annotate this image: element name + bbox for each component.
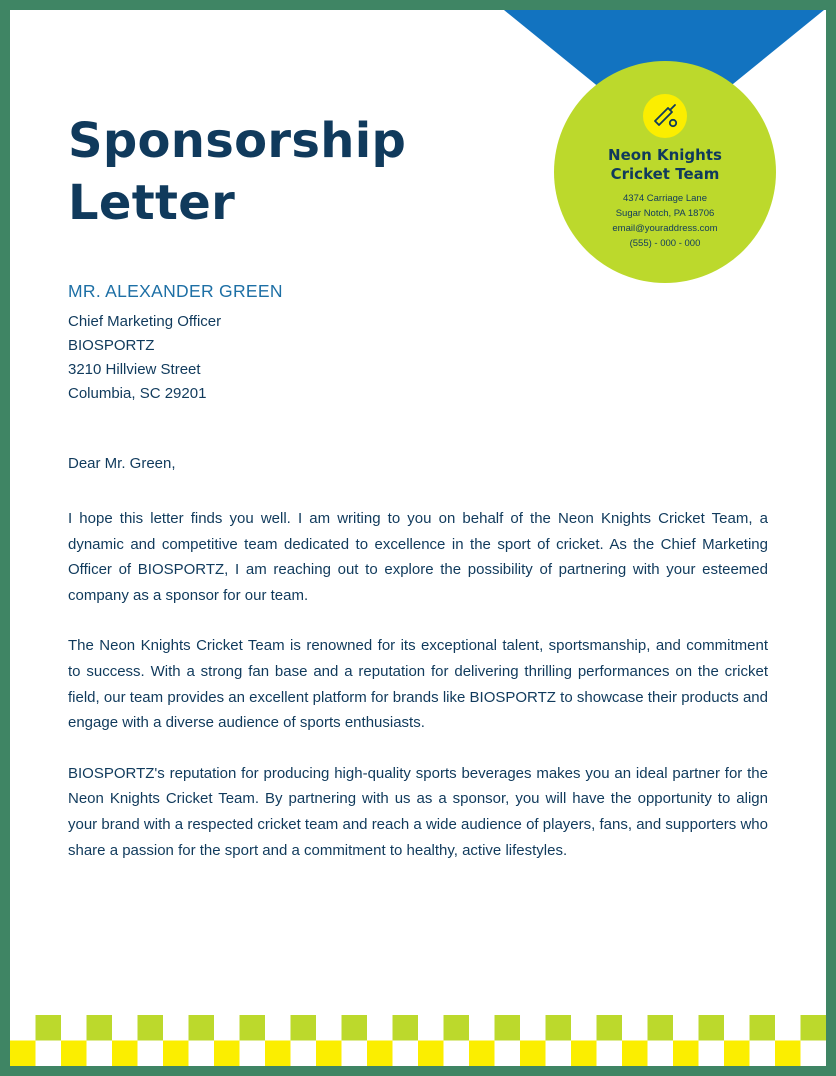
title-line-1: Sponsorship: [68, 113, 407, 169]
badge-address-line-2: Sugar Notch, PA 18706: [615, 208, 715, 219]
paragraph-2: The Neon Knights Cricket Team is renowned for its exceptional talent, sportsmanship, and commitment to success. With a strong fan base and a reputation for delivering thrilling performances on the cricket field, our team provides an excellent platform for brands like BIOSPORTZ to showcase their products and engage with a diverse audience of sports enthusiasts.: [68, 637, 768, 732]
letter-page: [10, 10, 826, 1066]
checkered-footer-pattern: [10, 1015, 826, 1066]
recipient-name: MR. ALEXANDER GREEN: [68, 281, 283, 301]
salutation: Dear Mr. Green,: [68, 455, 176, 472]
recipient-title: Chief Marketing Officer: [68, 313, 222, 330]
badge-name-line-2: Cricket Team: [610, 165, 720, 183]
letter-body: [68, 506, 768, 888]
badge-contact-info: [554, 191, 776, 251]
title-line-2: Letter: [68, 175, 236, 231]
page-title: [68, 110, 406, 234]
recipient-street: 3210 Hillview Street: [68, 361, 201, 378]
paragraph-3: BIOSPORTZ's reputation for producing high-quality sports beverages makes you an ideal partner for the Neon Knights Cricket Team. By partnering with us as a sponsor, you will have the opportunity to align your brand with a respected cricket team and reach a wide audience of players, fans, and supporters who share a passion for the sport and a commitment to healthy, active lifestyles.: [68, 764, 768, 859]
badge-phone: (555) - 000 - 000: [629, 238, 701, 249]
badge-email: email@youraddress.com: [612, 223, 718, 234]
recipient-city: Columbia, SC 29201: [68, 385, 207, 402]
recipient-company: BIOSPORTZ: [68, 337, 155, 354]
paragraph-1: I hope this letter finds you well. I am writing to you on behalf of the Neon Knights Cricket Team, a dynamic and competitive team dedicated to excellence in the sport of cricket. As the Chief Marketing Officer of BIOSPORTZ, I am reaching out to explore the possibility of partnering with your esteemed company as a sponsor for our team.: [68, 510, 768, 604]
recipient-address-block: [68, 310, 221, 406]
cricket-bat-ball-icon: [641, 92, 689, 140]
badge-name-line-1: Neon Knights: [608, 146, 722, 164]
badge-address-line-1: 4374 Carriage Lane: [623, 193, 707, 204]
team-badge: [554, 61, 776, 283]
badge-team-name: [554, 146, 776, 184]
